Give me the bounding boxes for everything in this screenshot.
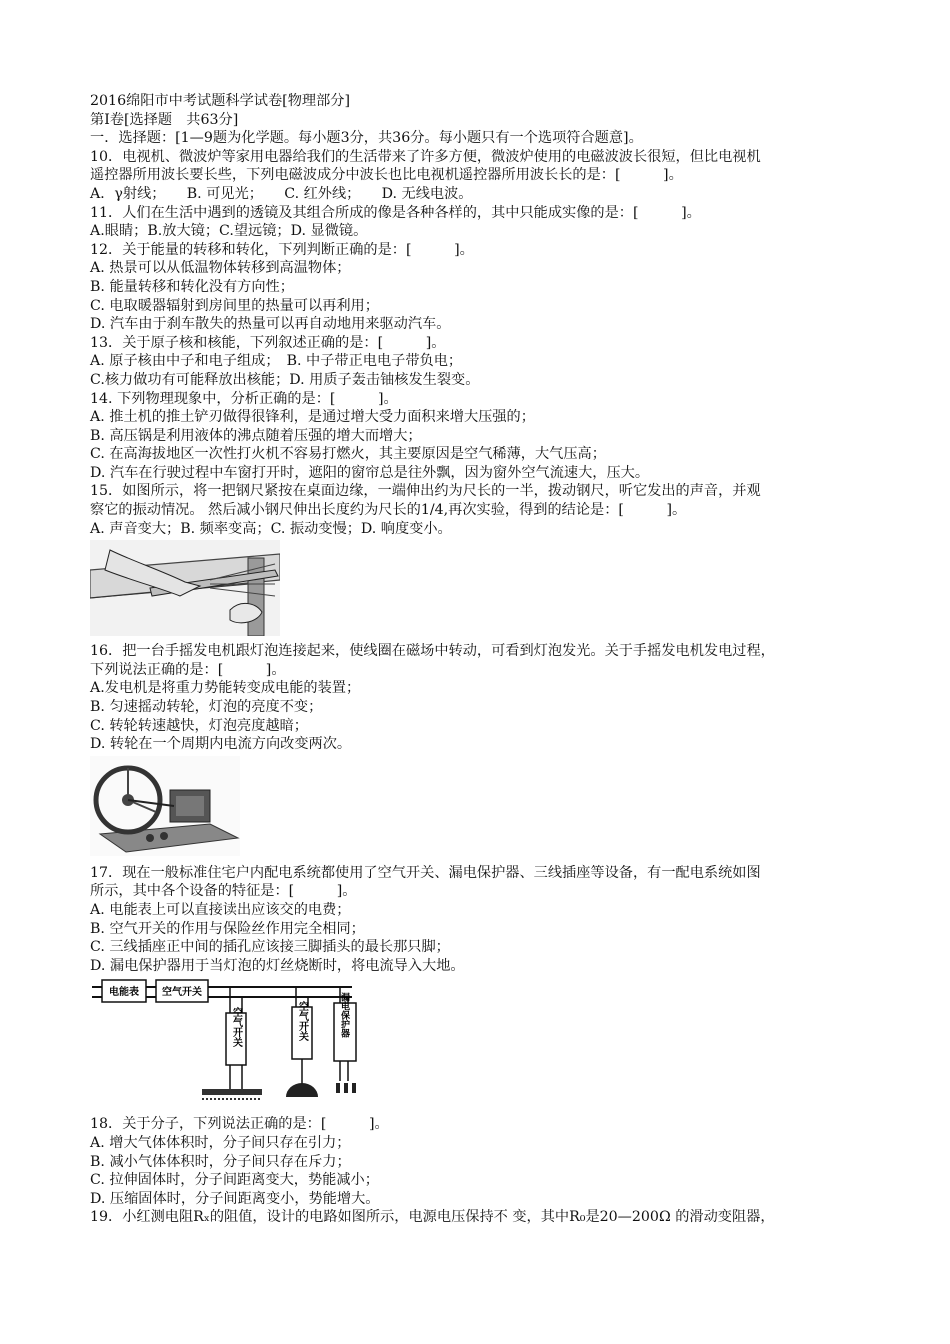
q16-option-d: D. 转轮在一个周期内电流方向改变两次。 <box>90 736 352 753</box>
q10-options: A．γ射线； B. 可见光； C. 红外线； D. 无线电波。 <box>90 185 473 202</box>
q15-stem-line1: 15．如图所示，将一把钢尺紧按在桌面边缘，一端伸出约为尺长的一半，拨动钢尺，听它发出的声音，并观 <box>90 483 761 500</box>
q13-options-cd: C.核力做功有可能释放出核能；D. 用质子轰击铀核发生裂变。 <box>90 371 480 388</box>
section-instruction: 一．选择题：[1—9题为化学题。每小题3分，共36分。每小题只有一个选项符合题意]。 <box>90 130 643 147</box>
q16-option-c: C. 转轮转速越快，灯泡亮度越暗； <box>90 717 308 734</box>
main-switch-label: 空气开关 <box>162 987 202 999</box>
wiring-diagram-figure <box>90 977 880 1111</box>
q16-option-b: B. 匀速摇动转轮，灯泡的亮度不变； <box>90 699 323 716</box>
ruler-vibration-figure <box>90 540 880 638</box>
q12-option-d: D. 汽车由于刹车散失的热量可以再自动地用来驱动汽车。 <box>90 316 451 333</box>
exam-page <box>90 92 880 1227</box>
q17-option-a: A. 电能表上可以直接读出应该交的电费； <box>90 902 351 918</box>
q16-stem-line2: 下列说法正确的是：[ ]。 <box>90 661 286 678</box>
q19-stem-line1: 19．小红测电阻Rₓ的阻值，设计的电路如图所示，电源电压保持不 变，其中R₀是20—200Ω 的滑动变阻器， <box>90 1209 775 1226</box>
volume-heading: 第Ⅰ卷[选择题 共63分] <box>90 111 239 128</box>
q12-option-c: C. 电取暖器辐射到房间里的热量可以再利用； <box>90 297 379 314</box>
q13-options-ab: A. 原子核由中子和电子组成； B. 中子带正电电子带负电； <box>90 353 463 370</box>
q10-stem-line1: 10．电视机、微波炉等家用电器给我们的生活带来了许多方便，微波炉使用的电磁波波长很短，但比电视机 <box>90 148 761 165</box>
q13-stem: 13．关于原子核和核能，下列叙述正确的是：[ ]。 <box>90 334 446 351</box>
q14-option-c: C. 在高海拔地区一次性打火机不容易打燃火，其主要原因是空气稀薄，大气压高； <box>90 446 606 463</box>
branch1-label: 空气开关 <box>230 1007 242 1048</box>
exam-title: 2016绵阳市中考试题科学试卷[物理部分] <box>90 93 350 109</box>
q18-option-c: C. 拉伸固体时，分子间距离变大，势能减小； <box>90 1172 379 1189</box>
ruler-vibration-photo-icon <box>90 540 280 636</box>
q15-options: A. 声音变大；B. 频率变高；C. 振动变慢；D. 响度变小。 <box>90 520 452 537</box>
q11-options: A.眼睛；B.放大镜；C.望远镜；D. 显微镜。 <box>90 223 368 240</box>
branch2-label: 空气开关 <box>296 1001 308 1042</box>
meter-label: 电能表 <box>109 987 139 999</box>
q18-stem: 18．关于分子，下列说法正确的是：[ ]。 <box>90 1116 389 1133</box>
q12-option-a: A. 热景可以从低温物体转移到高温物体； <box>90 260 351 277</box>
q17-stem-line2: 所示，其中各个设备的特征是：[ ]。 <box>90 883 357 900</box>
q17-option-d: D. 漏电保护器用于当灯泡的灯丝烧断时，将电流导入大地。 <box>90 957 465 974</box>
q12-stem: 12．关于能量的转移和转化，下列判断正确的是：[ ]。 <box>90 241 474 258</box>
q18-option-a: A. 增大气体体积时，分子间只存在引力； <box>90 1134 351 1151</box>
branch3-label: 漏电保护器 <box>340 992 350 1038</box>
q14-option-a: A. 推土机的推土铲刃做得很锋利，是通过增大受力面积来增大压强的； <box>90 409 535 426</box>
hand-generator-photo-icon <box>90 756 240 856</box>
q14-option-d: D. 汽车在行驶过程中车窗打开时，遮阳的窗帘总是往外飘，因为窗外空气流速大，压大。 <box>90 464 650 481</box>
q11-stem: 11．人们在生活中遇到的透镜及其组合所成的像是各种各样的，其中只能成实像的是：[ ]。 <box>90 204 701 221</box>
q17-option-c: C. 三线插座正中间的插孔应该接三脚插头的最长那只脚； <box>90 939 450 956</box>
q14-stem: 14. 下列物理现象中，分析正确的是：[ ]。 <box>90 390 398 407</box>
q12-option-b: B. 能量转移和转化没有方向性； <box>90 278 294 295</box>
q17-stem-line1: 17．现在一般标准住宅户内配电系统都使用了空气开关、漏电保护器、三线插座等设备，有一配电系统如图 <box>90 864 761 881</box>
hand-generator-figure <box>90 756 880 860</box>
wiring-diagram-icon <box>90 977 360 1107</box>
q16-option-a: A.发电机是将重力势能转变成电能的装置； <box>90 680 361 697</box>
q14-option-b: B. 高压锅是利用液体的沸点随着压强的增大而增大； <box>90 427 422 444</box>
q15-stem-line2: 察它的振动情况。 然后减小钢尺伸出长度约为尺长的1/4,再次实验，得到的结论是：[ ]。 <box>90 502 687 519</box>
q17-option-b: B. 空气开关的作用与保险丝作用完全相同； <box>90 920 365 937</box>
q16-stem-line1: 16．把一台手摇发电机跟灯泡连接起来，使线圈在磁场中转动，可看到灯泡发光。关于手摇发电机发电过程， <box>90 643 775 660</box>
q18-option-b: B. 减小气体体积时，分子间只存在斥力； <box>90 1153 351 1170</box>
q10-stem-line2: 遥控器所用波长要长些，下列电磁波成分中波长也比电视机遥控器所用波长长的是：[ ]。 <box>90 167 683 184</box>
q18-option-d: D. 压缩固体时，分子间距离变小，势能增大。 <box>90 1190 380 1207</box>
